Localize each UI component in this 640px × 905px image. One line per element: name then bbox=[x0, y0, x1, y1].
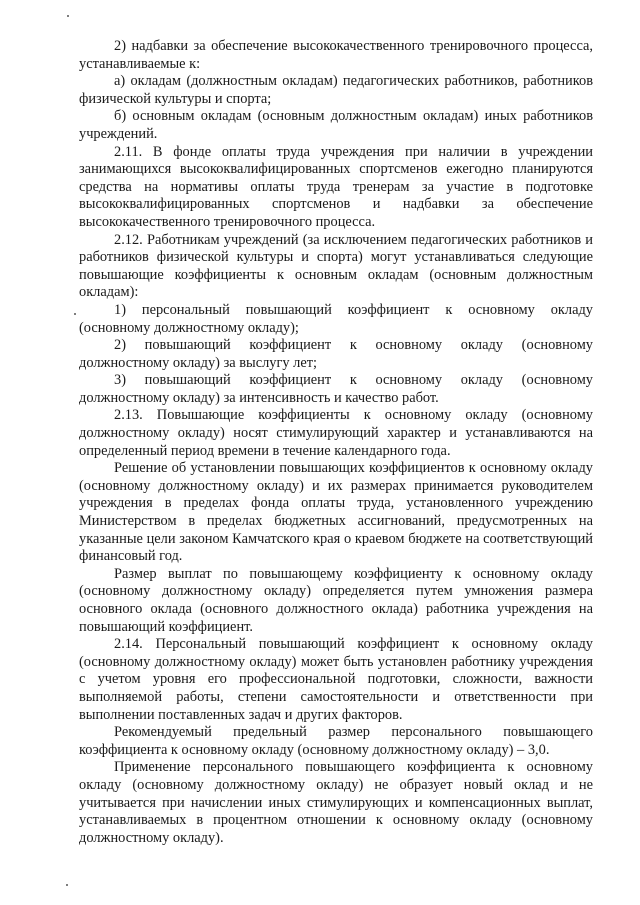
paragraph-section-2-12: 2.12. Работникам учреждений (за исключением педагогических работников и работников физической культуры и спорта) могут устанавливаться следующие повышающие коэффициенты к основным окладам (основным должностным окладам): bbox=[79, 231, 593, 301]
paragraph-application: Применение персонального повышающего коэффициента к основному окладу (основному должностному окладу) не образует новый оклад и не учитывается при начислении иных стимулирующих и компенсационных выплат, устанавливаемых в процентном отношении к основному окладу (основному должностному окладу). bbox=[79, 759, 593, 846]
paragraph-allowances-item-2: 2) надбавки за обеспечение высококачественного тренировочного процесса, устанавливаемые к: bbox=[79, 38, 593, 72]
paragraph-section-2-13: 2.13. Повышающие коэффициенты к основному окладу (основному должностному окладу) носят стимулирующий характер и устанавливаются на определенный период времени в течение календарного года. bbox=[79, 407, 593, 459]
paragraph-section-2-14: 2.14. Персональный повышающий коэффициент к основному окладу (основному должностному окладу) может быть установлен работнику учреждения с учетом уровня его профессиональной подготовки, сложности, важности выполняемой работы, степени самостоятельности и ответственности при выполнении поставленных задач и других факторов. bbox=[79, 636, 593, 723]
paragraph-section-2-11: 2.11. В фонде оплаты труда учреждения при наличии в учреждении занимающихся высококвалифицированных спортсменов ежегодно планируются средства на нормативы оплаты труда тренерам за участие в подготовке высококвалифицированных спортсменов и надбавки за обеспечение высококачественного тренировочного процесса. bbox=[79, 143, 593, 230]
scan-speck bbox=[66, 884, 68, 886]
paragraph-allowances-item-b: б) основным окладам (основным должностным окладам) иных работников учреждений. bbox=[79, 108, 593, 142]
paragraph-allowances-item-a: а) окладам (должностным окладам) педагогических работников, работников физической культуры и спорта; bbox=[79, 73, 593, 107]
paragraph-coefficient-item-1: 1) персональный повышающий коэффициент к основному окладу (основному должностному окладу); bbox=[79, 301, 593, 336]
paragraph-decision: Решение об установлении повышающих коэффициентов к основному окладу (основному должностному окладу) и их размерах принимается руководителем учреждения в пределах фонда оплаты труда, установленного учреждению Министерством в пределах бюджетных ассигнований, предусмотренных на указанные цели законом Камчатского края о краевом бюджете на соответствующий финансовый год. bbox=[79, 460, 593, 565]
scan-speck bbox=[74, 313, 76, 315]
document-body bbox=[79, 38, 593, 847]
paragraph-recommended-limit: Рекомендуемый предельный размер персонального повышающего коэффициента к основному окладу (основному должностному окладу) – 3,0. bbox=[79, 724, 593, 758]
paragraph-payment-size: Размер выплат по повышающему коэффициенту к основному окладу (основному должностному окладу) определяется путем умножения размера основного оклада (основного должностного оклада) работника учреждения на повышающий коэффициент. bbox=[79, 565, 593, 635]
paragraph-coefficient-item-3: 3) повышающий коэффициент к основному окладу (основному должностному окладу) за интенсивность и качество работ. bbox=[79, 372, 593, 406]
paragraph-coefficient-item-2: 2) повышающий коэффициент к основному окладу (основному должностному окладу) за выслугу лет; bbox=[79, 337, 593, 371]
scan-speck bbox=[67, 15, 69, 17]
